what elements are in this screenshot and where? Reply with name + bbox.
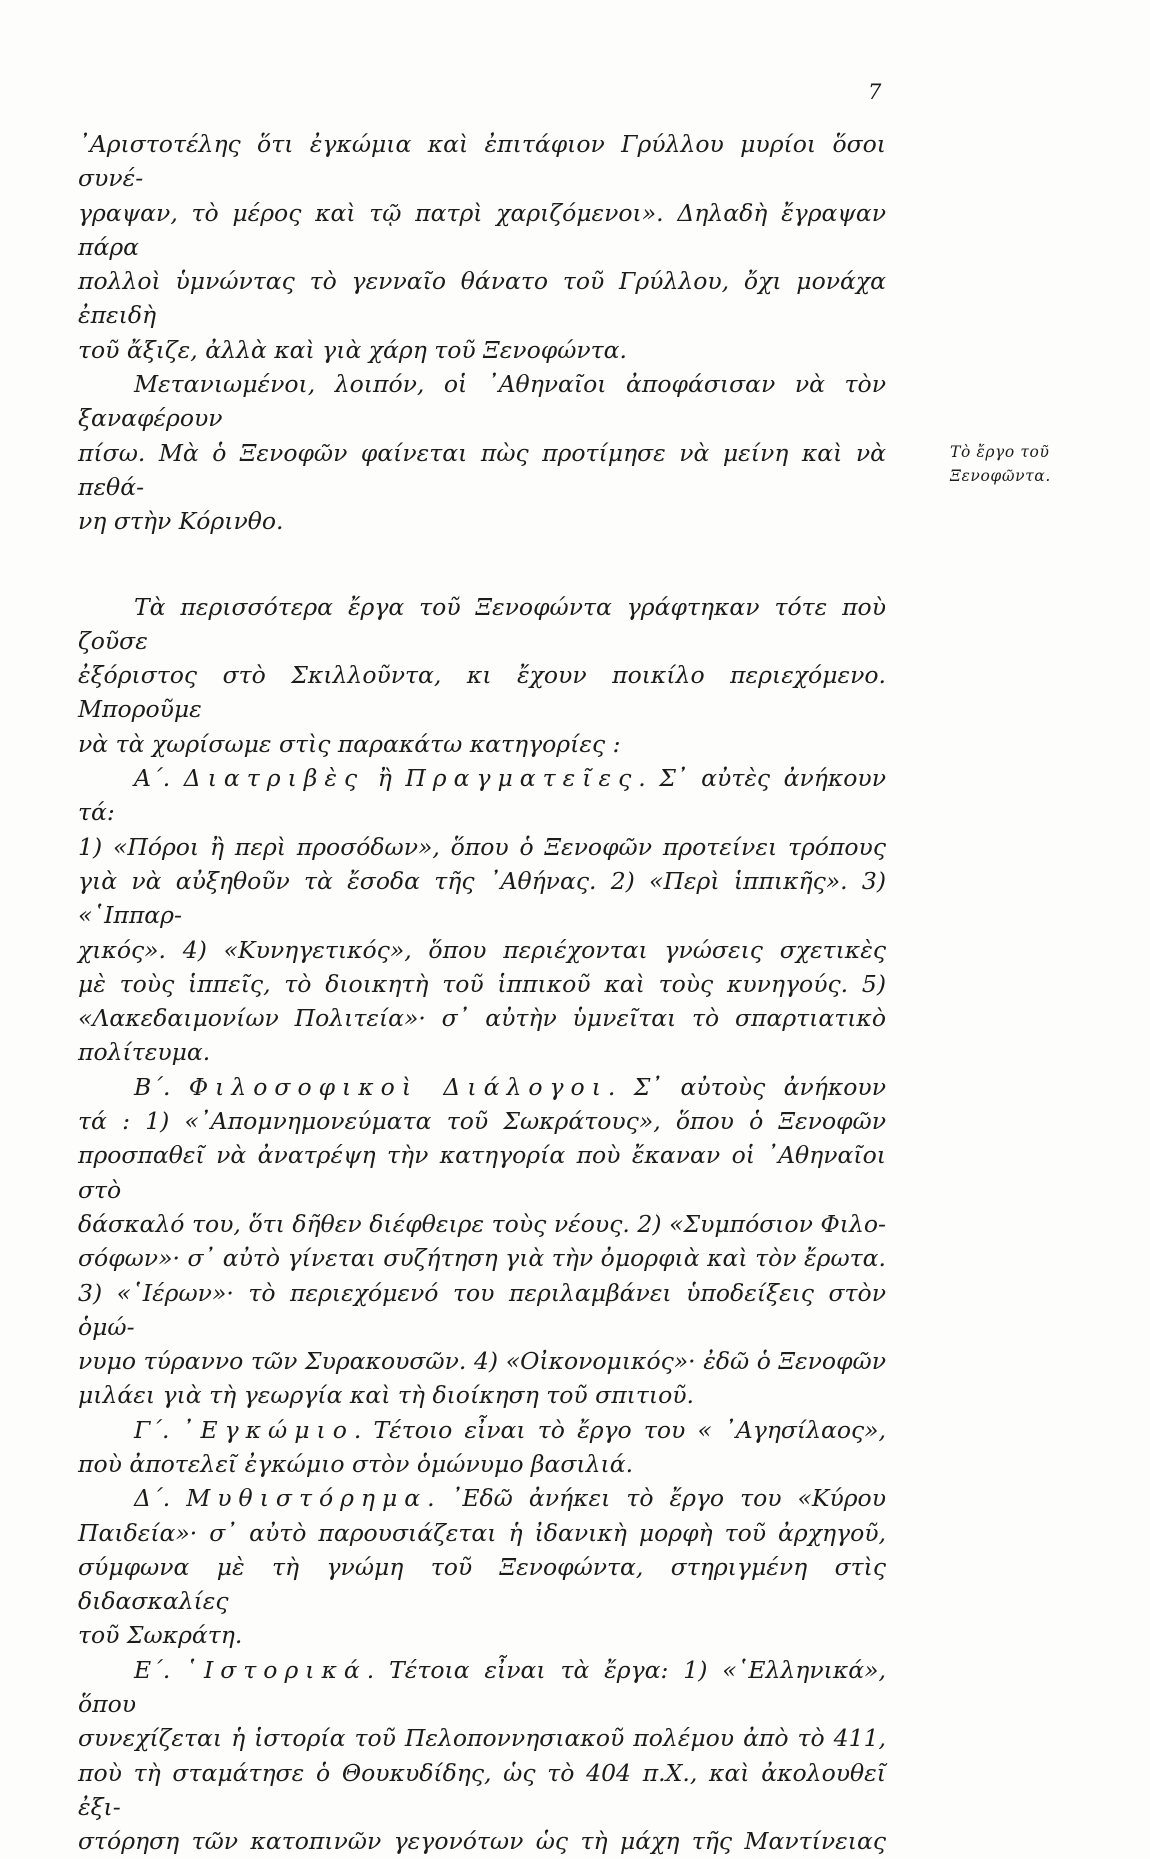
section-letter: Δ΄. — [134, 1484, 187, 1513]
section-letter: Β΄. — [134, 1072, 189, 1101]
section-heading-b — [78, 1070, 886, 1104]
text-line: ᾿Αριστοτέλης ὅτι ἐγκώμια καὶ ἐπιτάφιον Γρύλλου μυρίοι ὅσοι συνέ- — [78, 130, 886, 193]
section-title: Μυθιστόρημα — [186, 1484, 428, 1513]
text-line: ποὺ ἀποτελεῖ ἐγκώμιο στὸν ὁμώνυμο βασιλιά. — [78, 1449, 634, 1478]
text-line: Μετανιωμένοι, λοιπόν, οἱ ᾿Αθηναῖοι ἀποφάσισαν νὰ τὸν ξαναφέρουν — [78, 370, 886, 433]
heading-text: . ᾿Εδῶ ἀνήκει τὸ ἔργο του «Κύρου — [427, 1484, 886, 1513]
section-letter: Γ΄. — [134, 1415, 182, 1444]
section-title: Πραγματεῖες — [405, 764, 639, 793]
heading-text: . Σ᾿ αὐτοὺς ἀνήκουν — [607, 1072, 886, 1101]
text-line: πολλοὶ ὑμνώντας τὸ γενναῖο θάνατο τοῦ Γρύλλου, ὄχι μονάχα ἐπειδὴ — [78, 267, 886, 330]
text-line: χικός». 4) «Κυνηγετικός», ὅπου περιέχονται γνώσεις σχετικὲς — [78, 935, 886, 964]
text-line: Παιδεία»· σ᾿ αὐτὸ παρουσιάζεται ἡ ἰδανικὴ μορφὴ τοῦ ἀρχηγοῦ, — [78, 1518, 886, 1547]
body-text — [78, 127, 886, 1859]
text-line: σύμφωνα μὲ τὴ γνώμη τοῦ Ξενοφώντα, στηριγμένη στὶς διδασκαλίες — [78, 1552, 886, 1616]
text-line: προσπαθεῖ νὰ ἀνατρέψη τὴν κατηγορία ποὺ ἔκαναν οἱ ᾿Αθηναῖοι στὸ — [78, 1141, 886, 1204]
section-title: Διατριβὲς — [183, 764, 365, 793]
section-title: Φιλοσοφικοὶ Διάλογοι — [188, 1072, 608, 1101]
text-line: νη στὴν Κόρινθο. — [78, 507, 284, 536]
text-line: στόρηση τῶν κατοπινῶν γεγονότων ὡς τὴ μάχη τῆς Μαντίνειας — [78, 1827, 886, 1856]
text-line: 3) «῾Ιέρων»· τὸ περιεχόμενό του περιλαμβάνει ὑποδείξεις στὸν ὁμώ- — [78, 1278, 886, 1341]
heading-text: . Σ᾿ αὐτὲς ἀνήκουν τά: — [78, 764, 886, 827]
text-line: γραψαν, τὸ μέρος καὶ τῷ πατρὶ χαριζόμενοι». Δηλαδὴ ἔγραψαν πάρα — [78, 198, 886, 261]
text-line: συνεχίζεται ἡ ἱστορία τοῦ Πελοποννησιακοῦ πολέμου ἀπὸ τὸ 411, — [78, 1724, 886, 1753]
heading-text: . Τέτοιο εἶναι τὸ ἔργο του « ᾿Αγησίλαος», — [353, 1415, 886, 1444]
heading-text: . Τέτοια εἶναι τὰ ἔργα: 1) «῾Ελληνικά», ὅπου — [78, 1655, 886, 1719]
margin-note-line: Τὸ ἔργο τοῦ — [950, 443, 1050, 461]
text-line: πολίτευμα. — [78, 1038, 211, 1067]
text-line: Τὰ περισσότερα ἔργα τοῦ Ξενοφώντα γράφτηκαν τότε ποὺ ζοῦσε — [78, 592, 886, 655]
text-line: νὰ τὰ χωρίσωμε στὶς παρακάτω κατηγορίες : — [78, 729, 621, 758]
paragraph-gap — [78, 539, 886, 590]
section-letter: Ε΄. — [134, 1655, 186, 1684]
text-line: «Λακεδαιμονίων Πολιτεία»· σ᾿ αὐτὴν ὑμνεῖται τὸ σπαρτιατικὸ — [78, 1004, 886, 1033]
section-letter: Α΄. — [134, 764, 184, 793]
section-title: ᾿Εγκώμιο — [181, 1415, 354, 1444]
page-number: 7 — [868, 80, 882, 104]
text-line: τά : 1) «᾿Απομνημονεύματα τοῦ Σωκράτους», ὅπου ὁ Ξενοφῶν — [78, 1107, 886, 1136]
section-heading-d — [78, 1481, 886, 1515]
text-line: σόφων»· σ᾿ αὐτὸ γίνεται συζήτηση γιὰ τὴν ὀμορφιὰ καὶ τὸν ἔρωτα. — [78, 1244, 886, 1273]
text-line: ποὺ τὴ σταμάτησε ὁ Θουκυδίδης, ὡς τὸ 404 π.Χ., καὶ ἀκολουθεῖ ἐξι- — [78, 1758, 886, 1821]
text-line: μιλάει γιὰ τὴ γεωργία καὶ τὴ διοίκηση τοῦ σπιτιοῦ. — [78, 1381, 694, 1410]
text-line: γιὰ νὰ αὐξηθοῦν τὰ ἔσοδα τῆς ᾿Αθήνας. 2) «Περὶ ἱππικῆς». 3) «῾Ιππαρ- — [78, 866, 886, 930]
text-line: μὲ τοὺς ἱππεῖς, τὸ διοικητὴ τοῦ ἱππικοῦ καὶ τοὺς κυνηγούς. 5) — [78, 969, 886, 998]
margin-note — [950, 440, 1100, 488]
text-line: νυμο τύραννο τῶν Συρακουσῶν. 4) «Οἰκονομικός»· ἐδῶ ὁ Ξενοφῶν — [78, 1347, 886, 1376]
text-line: ἐξόριστος στὸ Σκιλλοῦντα, κι ἔχουν ποικίλο περιεχόμενο. Μποροῦμε — [78, 661, 886, 724]
margin-note-line: Ξενοφῶντα. — [950, 467, 1051, 485]
heading-text: ἢ — [364, 764, 406, 793]
text-line: τοῦ ἄξιζε, ἀλλὰ καὶ γιὰ χάρη τοῦ Ξενοφώντα. — [78, 335, 627, 364]
section-title: ῾Ιστορικά — [185, 1655, 367, 1684]
text-line: τοῦ Σωκράτη. — [78, 1621, 243, 1650]
section-heading-a — [78, 761, 886, 830]
text-line: δάσκαλό του, ὅτι δῆθεν διέφθειρε τοὺς νέους. 2) «Συμπόσιον Φιλο- — [78, 1209, 886, 1238]
text-line: πίσω. Μὰ ὁ Ξενοφῶν φαίνεται πὼς προτίμησε νὰ μείνη καὶ νὰ πεθά- — [78, 438, 886, 501]
section-heading-c — [78, 1413, 886, 1447]
section-heading-e — [78, 1653, 886, 1722]
text-line: 1) «Πόροι ἢ περὶ προσόδων», ὅπου ὁ Ξενοφῶν προτείνει τρόπους — [78, 832, 886, 861]
